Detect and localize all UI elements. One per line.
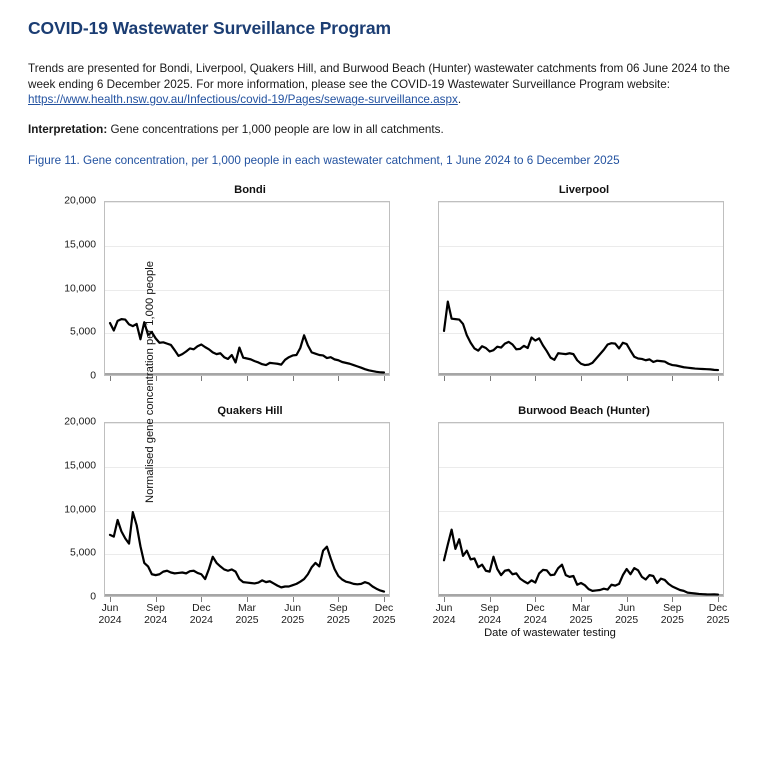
y-tick-label: 0	[90, 591, 96, 603]
x-tick-year: 2024	[432, 614, 456, 626]
y-axis-tick-labels	[64, 416, 100, 603]
y-axis-tick-labels	[398, 201, 434, 376]
chart-panel-title: Bondi	[234, 184, 266, 196]
x-tick-label	[190, 603, 213, 626]
y-tick-label: 5,000	[69, 547, 96, 559]
chart-panel-bondi	[66, 182, 396, 392]
x-tick-year: 2025	[235, 614, 259, 626]
x-tick-mark	[718, 376, 719, 381]
x-tick-year: 2025	[706, 614, 730, 626]
x-tick-month: Dec	[374, 603, 394, 614]
surveillance-program-link[interactable]: https://www.health.nsw.gov.au/Infectious/covid-19/Pages/sewage-surveillance.aspx	[28, 93, 458, 107]
x-tick-year: 2025	[326, 614, 350, 626]
x-tick-label	[281, 603, 304, 626]
chart-panel-liverpool	[400, 182, 730, 392]
interpretation-text: Gene concentrations per 1,000 people are low in all catchments.	[107, 122, 444, 136]
page-title: COVID-19 Wastewater Surveillance Program	[28, 18, 391, 38]
chart-panel-quakers-hill	[64, 403, 396, 626]
x-tick-mark	[490, 376, 491, 381]
document-body	[28, 18, 734, 175]
y-axis-title: Normalised gene concentration per 1,000 people	[144, 261, 156, 503]
x-tick-year: 2025	[615, 614, 639, 626]
x-tick-mark	[535, 376, 536, 381]
interpretation-label: Interpretation:	[28, 122, 108, 136]
x-tick-month: Jun	[435, 603, 453, 614]
x-tick-year: 2024	[144, 614, 168, 626]
x-tick-label	[478, 603, 501, 626]
x-tick-label	[144, 603, 167, 626]
x-tick-year: 2025	[281, 614, 305, 626]
x-tick-label	[524, 603, 547, 626]
x-axis-tick-labels	[98, 599, 396, 629]
y-tick-label: 10,000	[64, 504, 96, 515]
x-tick-month: Jun	[618, 603, 636, 614]
x-tick-mark	[627, 376, 628, 381]
x-tick-month: Dec	[192, 603, 211, 614]
x-tick-label	[706, 603, 729, 626]
x-tick-mark	[338, 376, 339, 381]
x-tick-month: Jun	[101, 603, 119, 614]
chart-panel-title: Burwood Beach (Hunter)	[518, 405, 650, 417]
x-tick-mark	[293, 597, 294, 602]
y-axis-tick-labels	[398, 422, 434, 597]
x-tick-month: Sep	[146, 603, 165, 614]
y-tick-label: 10,000	[64, 283, 96, 294]
x-tick-label	[432, 603, 455, 626]
figure-11	[28, 178, 734, 648]
x-tick-label	[569, 603, 592, 626]
x-tick-mark	[672, 597, 673, 602]
y-axis-tick-labels	[64, 195, 100, 382]
x-tick-mark	[293, 376, 294, 381]
x-tick-mark	[581, 597, 582, 602]
x-axis-tick-labels	[432, 599, 730, 629]
series-line	[438, 422, 724, 597]
x-tick-mark	[110, 376, 111, 381]
x-tick-label	[372, 603, 395, 626]
x-tick-month: Mar	[572, 603, 590, 614]
chart-panel-grid	[28, 178, 734, 648]
x-tick-mark	[384, 376, 385, 381]
x-tick-mark	[718, 597, 719, 602]
plot-area-wrapper	[438, 422, 724, 597]
x-tick-mark	[201, 376, 202, 381]
y-tick-label: 0	[90, 370, 96, 382]
x-tick-year: 2024	[478, 614, 502, 626]
x-tick-mark	[444, 376, 445, 381]
x-tick-mark	[535, 597, 536, 602]
x-tick-month: Sep	[329, 603, 348, 614]
x-tick-label	[661, 603, 684, 626]
x-tick-month: Mar	[238, 603, 256, 614]
x-tick-mark	[672, 376, 673, 381]
x-tick-year: 2025	[569, 614, 593, 626]
chart-panel-title: Liverpool	[558, 184, 610, 196]
x-tick-year: 2025	[372, 614, 396, 626]
x-tick-mark	[444, 597, 445, 602]
x-tick-mark	[338, 597, 339, 602]
plot-area-wrapper	[438, 201, 724, 376]
x-axis-title: Date of wastewater testing	[484, 627, 616, 639]
intro-paragraph	[28, 61, 734, 108]
x-tick-label	[327, 603, 350, 626]
figure-caption: Figure 11. Gene concentration, per 1,000 people in each wastewater catchment, 1 June 2024 to 6 December 2025	[28, 154, 620, 168]
x-tick-month: Dec	[708, 603, 728, 614]
x-tick-label	[235, 603, 258, 626]
x-tick-month: Jun	[284, 603, 302, 614]
x-tick-label	[615, 603, 638, 626]
y-tick-label: 15,000	[64, 239, 96, 251]
x-tick-year: 2024	[189, 614, 213, 626]
chart-panel-burwood-beach-hunter	[400, 403, 730, 626]
x-tick-year: 2025	[660, 614, 684, 626]
y-tick-label: 5,000	[69, 326, 96, 338]
intro-text-after-link: .	[457, 93, 462, 107]
interpretation-paragraph	[28, 122, 734, 138]
x-tick-mark	[384, 597, 385, 602]
x-tick-mark	[490, 597, 491, 602]
x-tick-mark	[627, 597, 628, 602]
y-tick-label: 20,000	[64, 195, 96, 207]
y-tick-label: 20,000	[64, 416, 96, 428]
x-tick-mark	[581, 376, 582, 381]
y-tick-label: 15,000	[64, 460, 96, 472]
x-tick-year: 2024	[523, 614, 547, 626]
chart-panel-title: Quakers Hill	[217, 405, 283, 417]
x-tick-mark	[201, 597, 202, 602]
intro-text-before-link: Trends are presented for Bondi, Liverpool, Quakers Hill, and Burwood Beach (Hunter) wastewater catchments from 06 June 2024 to the week ending 6 December 2025. For more information, please see the COVID-19 Wastewater Surveillance Program website:	[28, 62, 730, 91]
x-tick-mark	[110, 597, 111, 602]
series-line	[438, 201, 724, 376]
x-tick-month: Sep	[480, 603, 499, 614]
x-tick-month: Sep	[663, 603, 682, 614]
x-tick-label	[98, 603, 121, 626]
x-tick-month: Dec	[526, 603, 545, 614]
x-tick-year: 2024	[98, 614, 122, 626]
x-tick-mark	[156, 597, 157, 602]
x-tick-mark	[247, 597, 248, 602]
x-tick-mark	[247, 376, 248, 381]
